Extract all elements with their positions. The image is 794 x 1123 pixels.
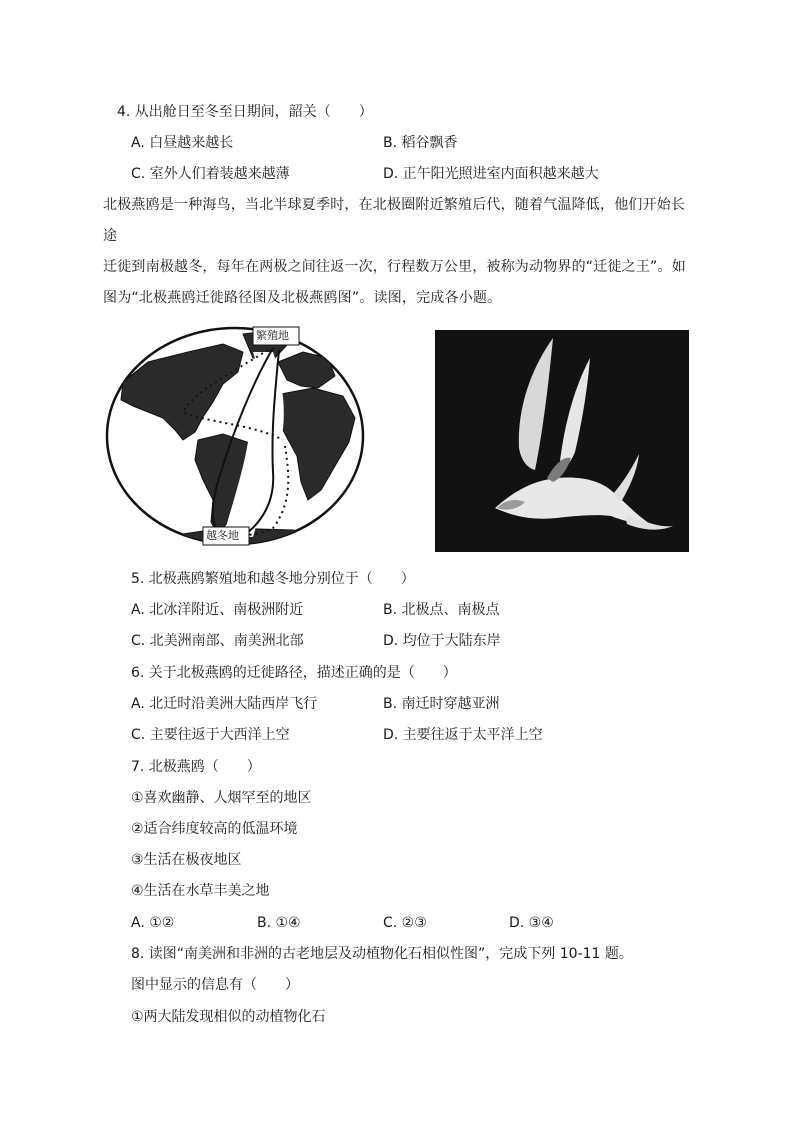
q5-option-a: A. 北冰洋附近、南极洲附近 [131,602,304,618]
q5-option-c: C. 北美洲南部、南美洲北部 [131,633,304,649]
wintering-label: 越冬地 [206,529,239,542]
q4-option-a: A. 白昼越来越长 [131,135,234,151]
q4-option-b: B. 稻谷飘香 [383,135,458,151]
arctic-tern-photo [435,330,689,552]
passage-line-3: 图为“北极燕鸥迁徙路径图及北极燕鸥图”。读图，完成各小题。 [103,290,502,306]
q8-item-1: ①两大陆发现相似的动植物化石 [131,1009,326,1025]
q4-stem: 4. 从出舱日至冬至日期间，韶关（ ） [117,104,373,120]
migration-map [103,322,369,548]
q6-stem: 6. 关于北极燕鸥的迁徙路径，描述正确的是（ ） [131,665,457,681]
q4-option-c: C. 室外人们着装越来越薄 [131,166,290,182]
tern-icon [435,330,689,552]
q7-option-d: D. ③④ [509,915,554,931]
q5-stem: 5. 北极燕鸥繁殖地和越冬地分别位于（ ） [131,571,415,587]
q5-option-d: D. 均位于大陆东岸 [383,633,501,649]
q6-option-c: C. 主要往返于大西洋上空 [131,727,290,743]
breeding-label: 繁殖地 [256,329,289,342]
q7-item-1: ①喜欢幽静、人烟罕至的地区 [131,790,312,806]
q6-option-a: A. 北迁时沿美洲大陆西岸飞行 [131,696,318,712]
passage [103,190,693,314]
q8-stem: 8. 读图“南美洲和非洲的古老地层及动植物化石相似性图”，完成下列 10-11 题。 [131,946,633,962]
q5-option-b: B. 北极点、南极点 [383,602,500,618]
q6-option-b: B. 南迁时穿越亚洲 [383,696,500,712]
q7-option-b: B. ①④ [257,915,301,931]
q7-item-4: ④生活在水草丰美之地 [131,883,270,899]
q4-option-d: D. 正午阳光照进室内面积越来越大 [383,166,599,182]
q7-option-a: A. ①② [131,915,175,931]
q6-option-d: D. 主要往返于太平洋上空 [383,727,543,743]
q7-item-3: ③生活在极夜地区 [131,852,242,868]
passage-line-2: 迁徙到南极越冬，每年在两极之间往返一次，行程数万公里，被称为动物界的“迁徙之王”。如 [103,259,686,275]
q7-stem: 7. 北极燕鸥（ ） [131,759,261,775]
globe-icon [103,322,369,548]
q7-option-c: C. ②③ [383,915,427,931]
q7-item-2: ②适合纬度较高的低温环境 [131,821,298,837]
passage-line-1: 北极燕鸥是一种海鸟，当北半球夏季时，在北极圈附近繁殖后代，随着气温降低，他们开始长途 [103,197,686,244]
q8-sub: 图中显示的信息有（ ） [131,977,299,993]
